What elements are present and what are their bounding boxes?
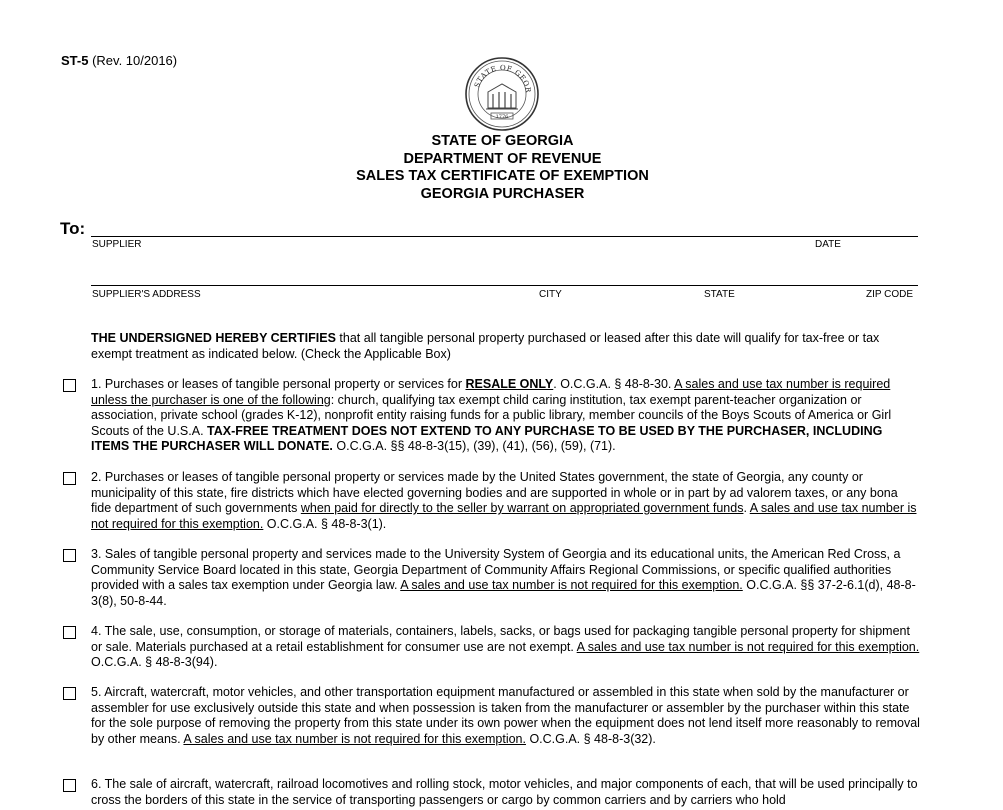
item-5-text: 5. Aircraft, watercraft, motor vehicles, and other transportation equipment manufactured or assembled in this state when sold by the manufacturer or assembler for use exclusively outside this state and when possession is taken from the manufacturer or assembler by the purchaser within this state for the sole purpose of removing the property from this state under its own power when the equipment does not lend itself more reasonably to removal by other means. <box>91 685 920 746</box>
date-label: DATE <box>815 239 841 250</box>
checkbox-item-3[interactable] <box>63 549 76 562</box>
item-1-citation: . O.C.G.A. § 48-8-30. <box>553 377 675 391</box>
seal-lettering: STATE OF GEOR <box>473 63 533 94</box>
item-1-warning: TAX-FREE TREATMENT DOES NOT EXTEND TO ANY PURCHASE TO BE USED BY THE PURCHASER, INCLUDING ITEMS THE PURCHASER WILL DONATE. <box>91 423 883 454</box>
item-2-period: . <box>743 501 750 516</box>
item-1-requirement: A sales and use tax number is required unless the purchaser is one of the following <box>91 377 891 407</box>
seal-year: 1776 <box>495 114 509 120</box>
checkbox-item-5[interactable] <box>63 687 76 700</box>
checkbox-item-6[interactable] <box>63 779 76 792</box>
item-2-condition: when paid for directly to the seller by warrant on appropriated government funds <box>300 501 744 516</box>
supplier-label: SUPPLIER <box>92 239 142 250</box>
form-title <box>300 133 705 203</box>
to-label: To: <box>60 219 86 238</box>
item-3-requirement: A sales and use tax number is not required for this exemption. <box>400 578 743 593</box>
item-2-text: 2. Purchases or leases of tangible personal property or services made by the United States government, the state of Georgia, any county or municipality of this state, fire districts which have elected governing bodies and are supported in whole or in part by ad valorem taxes, or any bona fide department of such governments <box>91 470 898 516</box>
item-2-citation: O.C.G.A. § 48-8-3(1). <box>263 516 387 531</box>
item-5-requirement: A sales and use tax number is not required for this exemption. <box>183 731 526 746</box>
form-number <box>61 53 177 68</box>
supplier-address-line[interactable] <box>91 285 918 286</box>
item-5-citation: O.C.G.A. § 48-8-3(32). <box>525 731 656 746</box>
exemption-item-5 <box>91 685 921 747</box>
checkbox-item-4[interactable] <box>63 626 76 639</box>
exemption-item-1 <box>91 377 921 455</box>
zip-code-label: ZIP CODE <box>866 289 914 300</box>
item-4-citation: O.C.G.A. § 48-8-3(94). <box>91 655 218 670</box>
item-3-citation: O.C.G.A. §§ 37-2-6.1(d), 48-8-3(8), 50-8-44. <box>91 578 916 608</box>
form-revision: (Rev. 10/2016) <box>92 53 178 68</box>
exemption-item-4 <box>91 624 921 671</box>
checkbox-item-2[interactable] <box>63 472 76 485</box>
item-3-text: 3. Sales of tangible personal property and services made to the University System of Georgia and its educational units, the American Red Cross, a Community Service Board located in this state, Georgia Department of Community Affairs Regional Commissions, or specific qualified authorities provided with a sales tax exemption under Georgia law. <box>91 547 901 593</box>
form-number-code: ST-5 <box>61 53 89 68</box>
supplier-line[interactable] <box>91 236 918 237</box>
state-label: STATE <box>704 289 735 300</box>
item-4-text: 4. The sale, use, consumption, or storage of materials, containers, labels, sacks, or bags used for packaging tangible personal property for shipment or sale. Materials purchased at a retail establishment for consumer use are not exempt. <box>91 624 910 654</box>
supplier-address-label: SUPPLIER'S ADDRESS <box>92 289 201 300</box>
title-line-3: SALES TAX CERTIFICATE OF EXEMPTION <box>356 168 649 184</box>
item-6-text: 6. The sale of aircraft, watercraft, railroad locomotives and rolling stock, motor vehicles, and major components of each, that will be used principally to cross the borders of this state in the service of transporting passengers or cargo by common carriers and by carriers who hold <box>91 777 918 807</box>
title-line-1: STATE OF GEORGIA <box>431 133 574 149</box>
item-2-requirement: A sales and use tax number is not required for this exemption. <box>91 501 917 531</box>
svg-text:STATE OF GEORGIA <box>464 56 532 94</box>
certification-statement <box>91 330 921 362</box>
exemption-item-2 <box>91 470 921 532</box>
title-line-2: DEPARTMENT OF REVENUE <box>403 150 602 167</box>
item-1-list: : church, qualifying tax exempt child caring institution, tax exempt parent-teacher organization or association, private school (grades K-12), nonprofit entity raising funds for a public library, member councils of the Boys Scouts of America or Girl Scouts of the U.S.A. <box>91 392 892 438</box>
item-4-requirement: A sales and use tax number is not required for this exemption. <box>576 639 920 654</box>
title-line-4: GEORGIA PURCHASER <box>420 185 585 202</box>
certification-text: that all tangible personal property purchased or leased after this date will qualify for tax-free or tax exempt treatment as indicated below. (Check the Applicable Box) <box>91 331 880 361</box>
georgia-state-seal <box>464 56 540 132</box>
item-1-resale-only: RESALE ONLY <box>465 377 554 391</box>
item-1-citations: O.C.G.A. §§ 48-8-3(15), (39), (41), (56), (59), (71). <box>332 439 616 454</box>
exemption-item-6 <box>91 777 921 808</box>
city-label: CITY <box>539 289 562 300</box>
certification-lead: THE UNDERSIGNED HEREBY CERTIFIES <box>91 331 336 345</box>
checkbox-item-1[interactable] <box>63 379 76 392</box>
item-1-text: 1. Purchases or leases of tangible personal property or services for <box>91 377 466 391</box>
exemption-item-3 <box>91 547 921 609</box>
